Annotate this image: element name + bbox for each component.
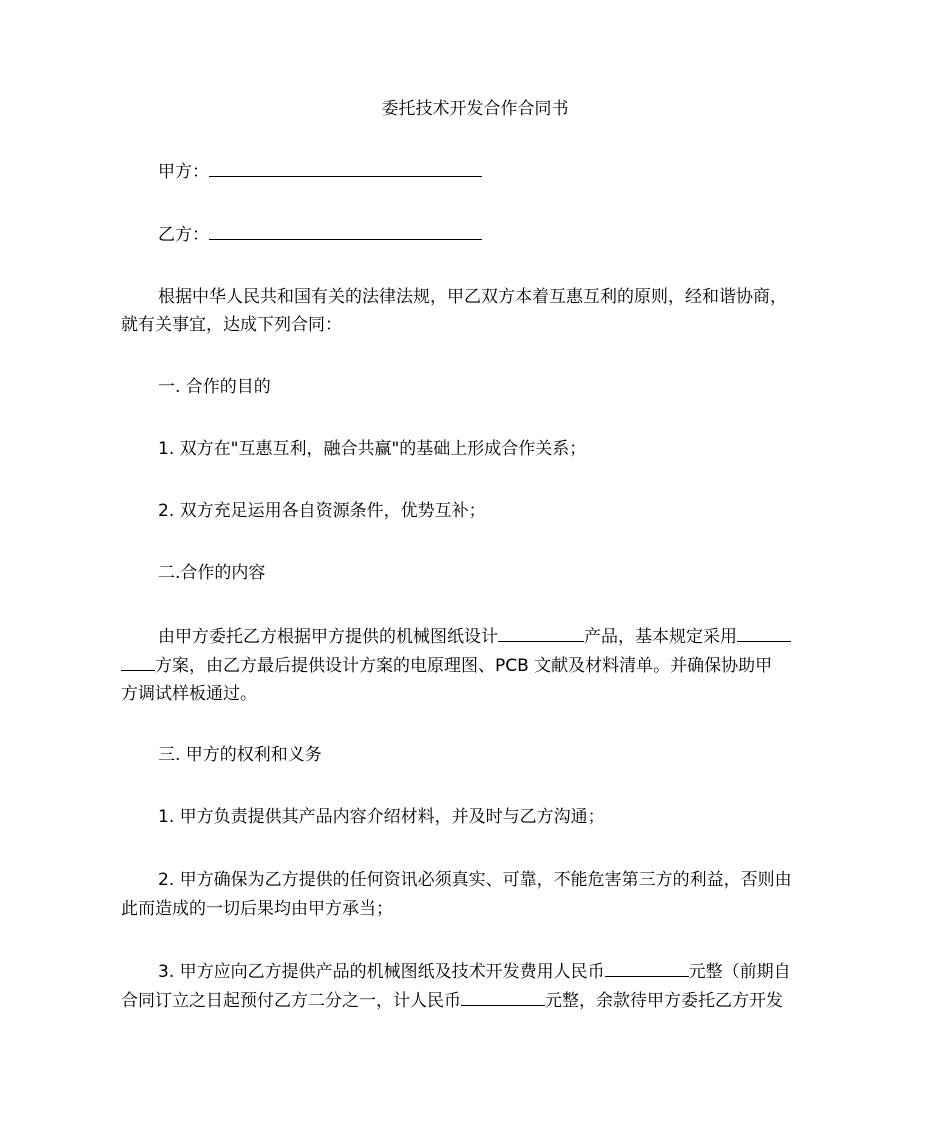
section3-item-3-text-c: 合同订立之日起预付乙方二分之一，计人民币 — [121, 991, 461, 1011]
section3-item-3-text-b: 元整（前期自 — [688, 962, 791, 982]
intro-line-1: 根据中华人民共和国有关的法律法规，甲乙双方本着互惠互利的原则，经和谐协商， — [158, 287, 787, 307]
scheme-blank-start — [737, 621, 791, 642]
section2-text-b: 产品，基本规定采用 — [584, 627, 737, 647]
party-b-label: 乙方： — [158, 225, 209, 245]
party-b-line — [121, 219, 833, 250]
section2-text-a: 由甲方委托乙方根据甲方提供的机械图纸设计 — [158, 627, 498, 647]
section3-item-3-line-1 — [121, 956, 833, 987]
document-title: 委托技术开发合作合同书 — [381, 99, 569, 119]
section1-item-1: 1. 双方在"互惠互利，融合共赢"的基础上形成合作关系； — [158, 439, 587, 459]
section2-paragraph-line-3: 方调试样板通过。 — [121, 684, 257, 704]
scheme-blank-end — [121, 650, 155, 671]
section3-item-1: 1. 甲方负责提供其产品内容介绍材料，并及时与乙方沟通； — [158, 807, 605, 827]
prepay-blank — [461, 985, 545, 1006]
section2-paragraph-line-1 — [121, 621, 833, 652]
party-a-blank — [209, 156, 482, 177]
product-blank — [498, 621, 584, 642]
section3-item-3-line-2 — [121, 985, 833, 1016]
section1-item-2: 2. 双方充足运用各自资源条件，优势互补； — [158, 501, 486, 521]
party-b-blank — [209, 219, 482, 240]
party-a-label: 甲方： — [158, 162, 209, 182]
section2-paragraph-line-2 — [121, 650, 833, 681]
section2-text-c: 方案，由乙方最后提供设计方案的电原理图、PCB 文献及材料清单。并确保协助甲 — [155, 656, 773, 676]
section3-item-2-line-2: 此而造成的一切后果均由甲方承当； — [121, 899, 393, 919]
section3-item-3-text-d: 元整，余款待甲方委托乙方开发 — [545, 991, 783, 1011]
section3-heading: 三. 甲方的权利和义务 — [158, 745, 322, 765]
section3-item-3-text-a: 3. 甲方应向乙方提供产品的机械图纸及技术开发费用人民币 — [158, 962, 605, 982]
intro-line-2: 就有关事宜，达成下列合同： — [121, 315, 342, 335]
section3-item-2-line-1: 2. 甲方确保为乙方提供的任何资讯必须真实、可靠，不能危害第三方的利益，否则由 — [158, 870, 792, 890]
section1-heading: 一. 合作的目的 — [158, 377, 271, 397]
party-a-line — [121, 156, 833, 187]
fee-blank — [605, 956, 689, 977]
section2-heading: 二.合作的内容 — [158, 563, 266, 583]
